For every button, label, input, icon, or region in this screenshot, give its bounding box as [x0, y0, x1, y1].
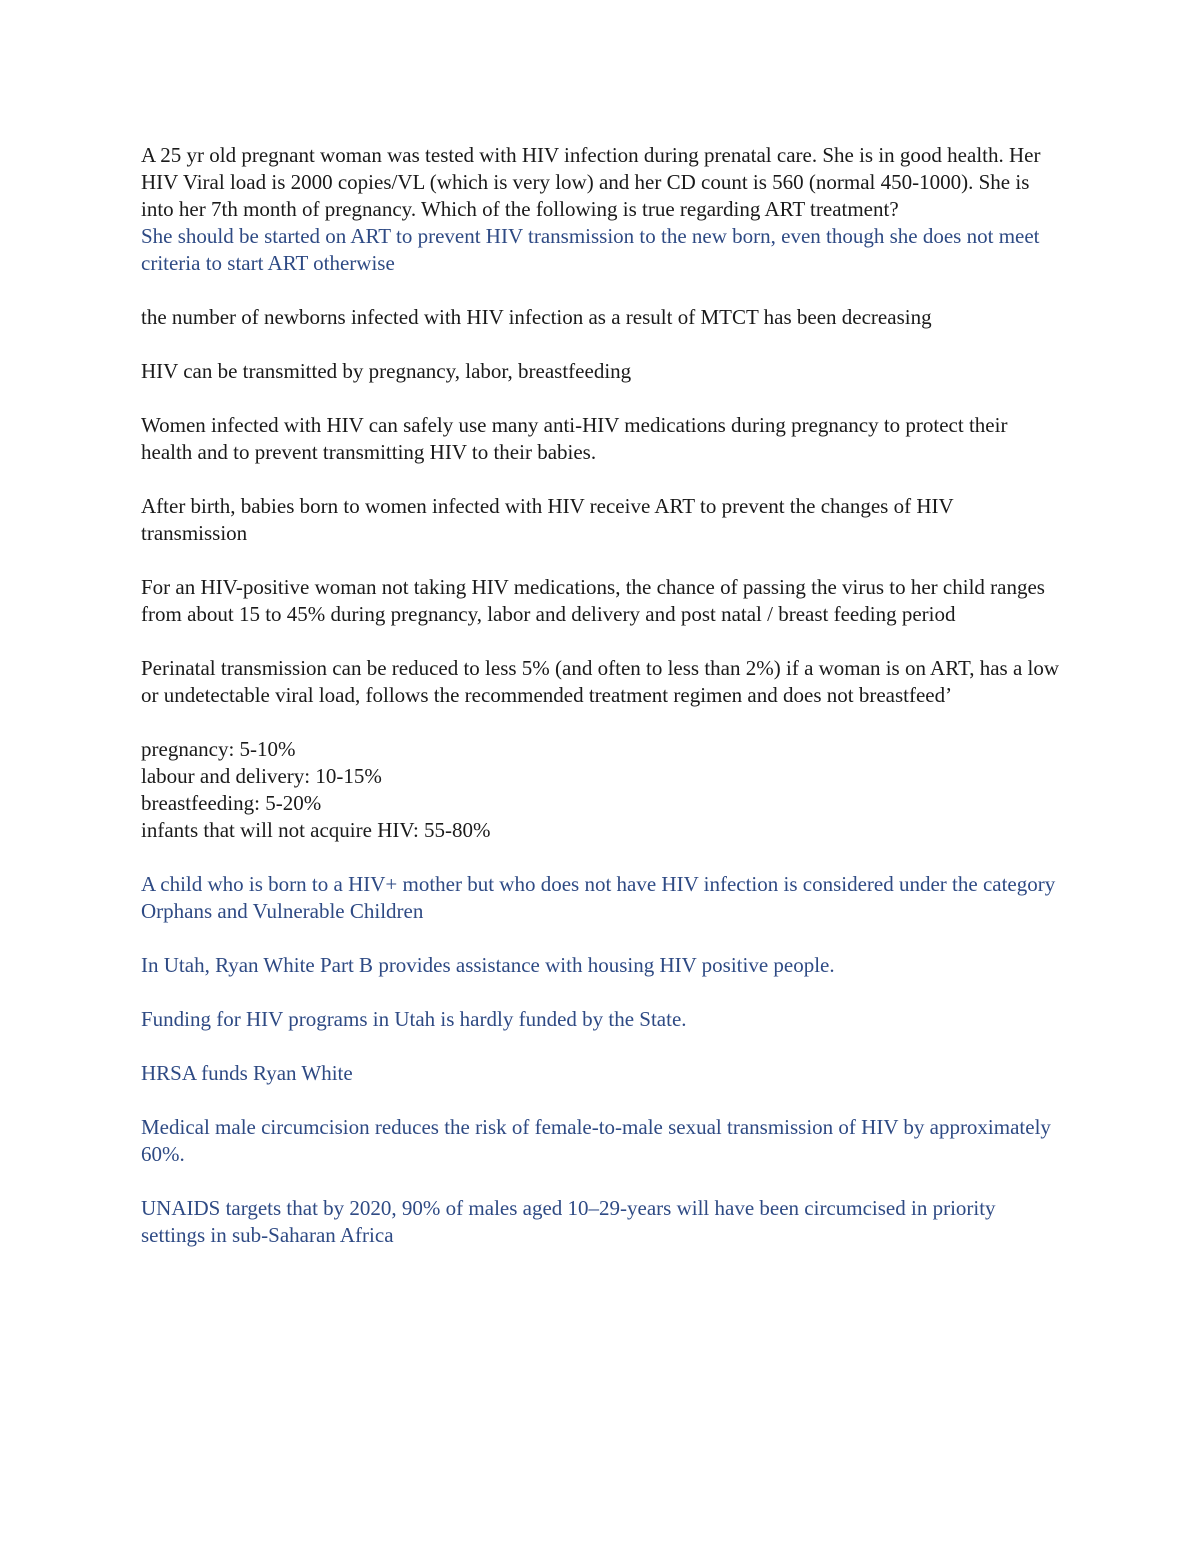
- rate-infants-not-acquire: infants that will not acquire HIV: 55-80%: [141, 818, 491, 842]
- paragraph-medications: Women infected with HIV can safely use many anti-HIV medications during pregnancy to protect their health and to prevent transmitting HIV to their babies.: [141, 413, 1008, 464]
- rate-labour-delivery: labour and delivery: 10-15%: [141, 764, 382, 788]
- answer-text: She should be started on ART to prevent HIV transmission to the new born, even though she does not meet criteria to start ART otherwise: [141, 224, 1040, 275]
- rate-pregnancy: pregnancy: 5-10%: [141, 737, 296, 761]
- rates-list: [141, 736, 1061, 844]
- document-body: [141, 142, 1061, 1249]
- paragraph-hrsa: HRSA funds Ryan White: [141, 1061, 353, 1085]
- paragraph-utah-funding: Funding for HIV programs in Utah is hardly funded by the State.: [141, 1007, 687, 1031]
- question-text: A 25 yr old pregnant woman was tested with HIV infection during prenatal care. She is in good health. Her HIV Viral load is 2000 copies/VL (which is very low) and her CD count is 560 (normal 450-1000). She is into her 7th month of pregnancy. Which of the following is true regarding ART treatment?: [141, 143, 1041, 221]
- paragraph-orphans: A child who is born to a HIV+ mother but who does not have HIV infection is considered under the category Orphans and Vulnerable Children: [141, 872, 1056, 923]
- paragraph-transmission-chance: For an HIV-positive woman not taking HIV medications, the chance of passing the virus to her child ranges from about 15 to 45% during pregnancy, labor and delivery and post natal / breast feeding period: [141, 575, 1045, 626]
- paragraph-circumcision: Medical male circumcision reduces the risk of female-to-male sexual transmission of HIV by approximately 60%.: [141, 1115, 1051, 1166]
- paragraph-after-birth: After birth, babies born to women infected with HIV receive ART to prevent the changes of HIV transmission: [141, 494, 954, 545]
- paragraph-transmission-routes: HIV can be transmitted by pregnancy, labor, breastfeeding: [141, 359, 632, 383]
- paragraph-unaids: UNAIDS targets that by 2020, 90% of males aged 10–29-years will have been circumcised in priority settings in sub-Saharan Africa: [141, 1196, 996, 1247]
- paragraph-mtct-decreasing: the number of newborns infected with HIV infection as a result of MTCT has been decreasing: [141, 305, 932, 329]
- rate-breastfeeding: breastfeeding: 5-20%: [141, 791, 322, 815]
- paragraph-perinatal-reduction: Perinatal transmission can be reduced to less 5% (and often to less than 2%) if a woman is on ART, has a low or undetectable viral load, follows the recommended treatment regimen and does not breastfeed’: [141, 656, 1060, 707]
- paragraph-ryan-white-part-b: In Utah, Ryan White Part B provides assistance with housing HIV positive people.: [141, 953, 835, 977]
